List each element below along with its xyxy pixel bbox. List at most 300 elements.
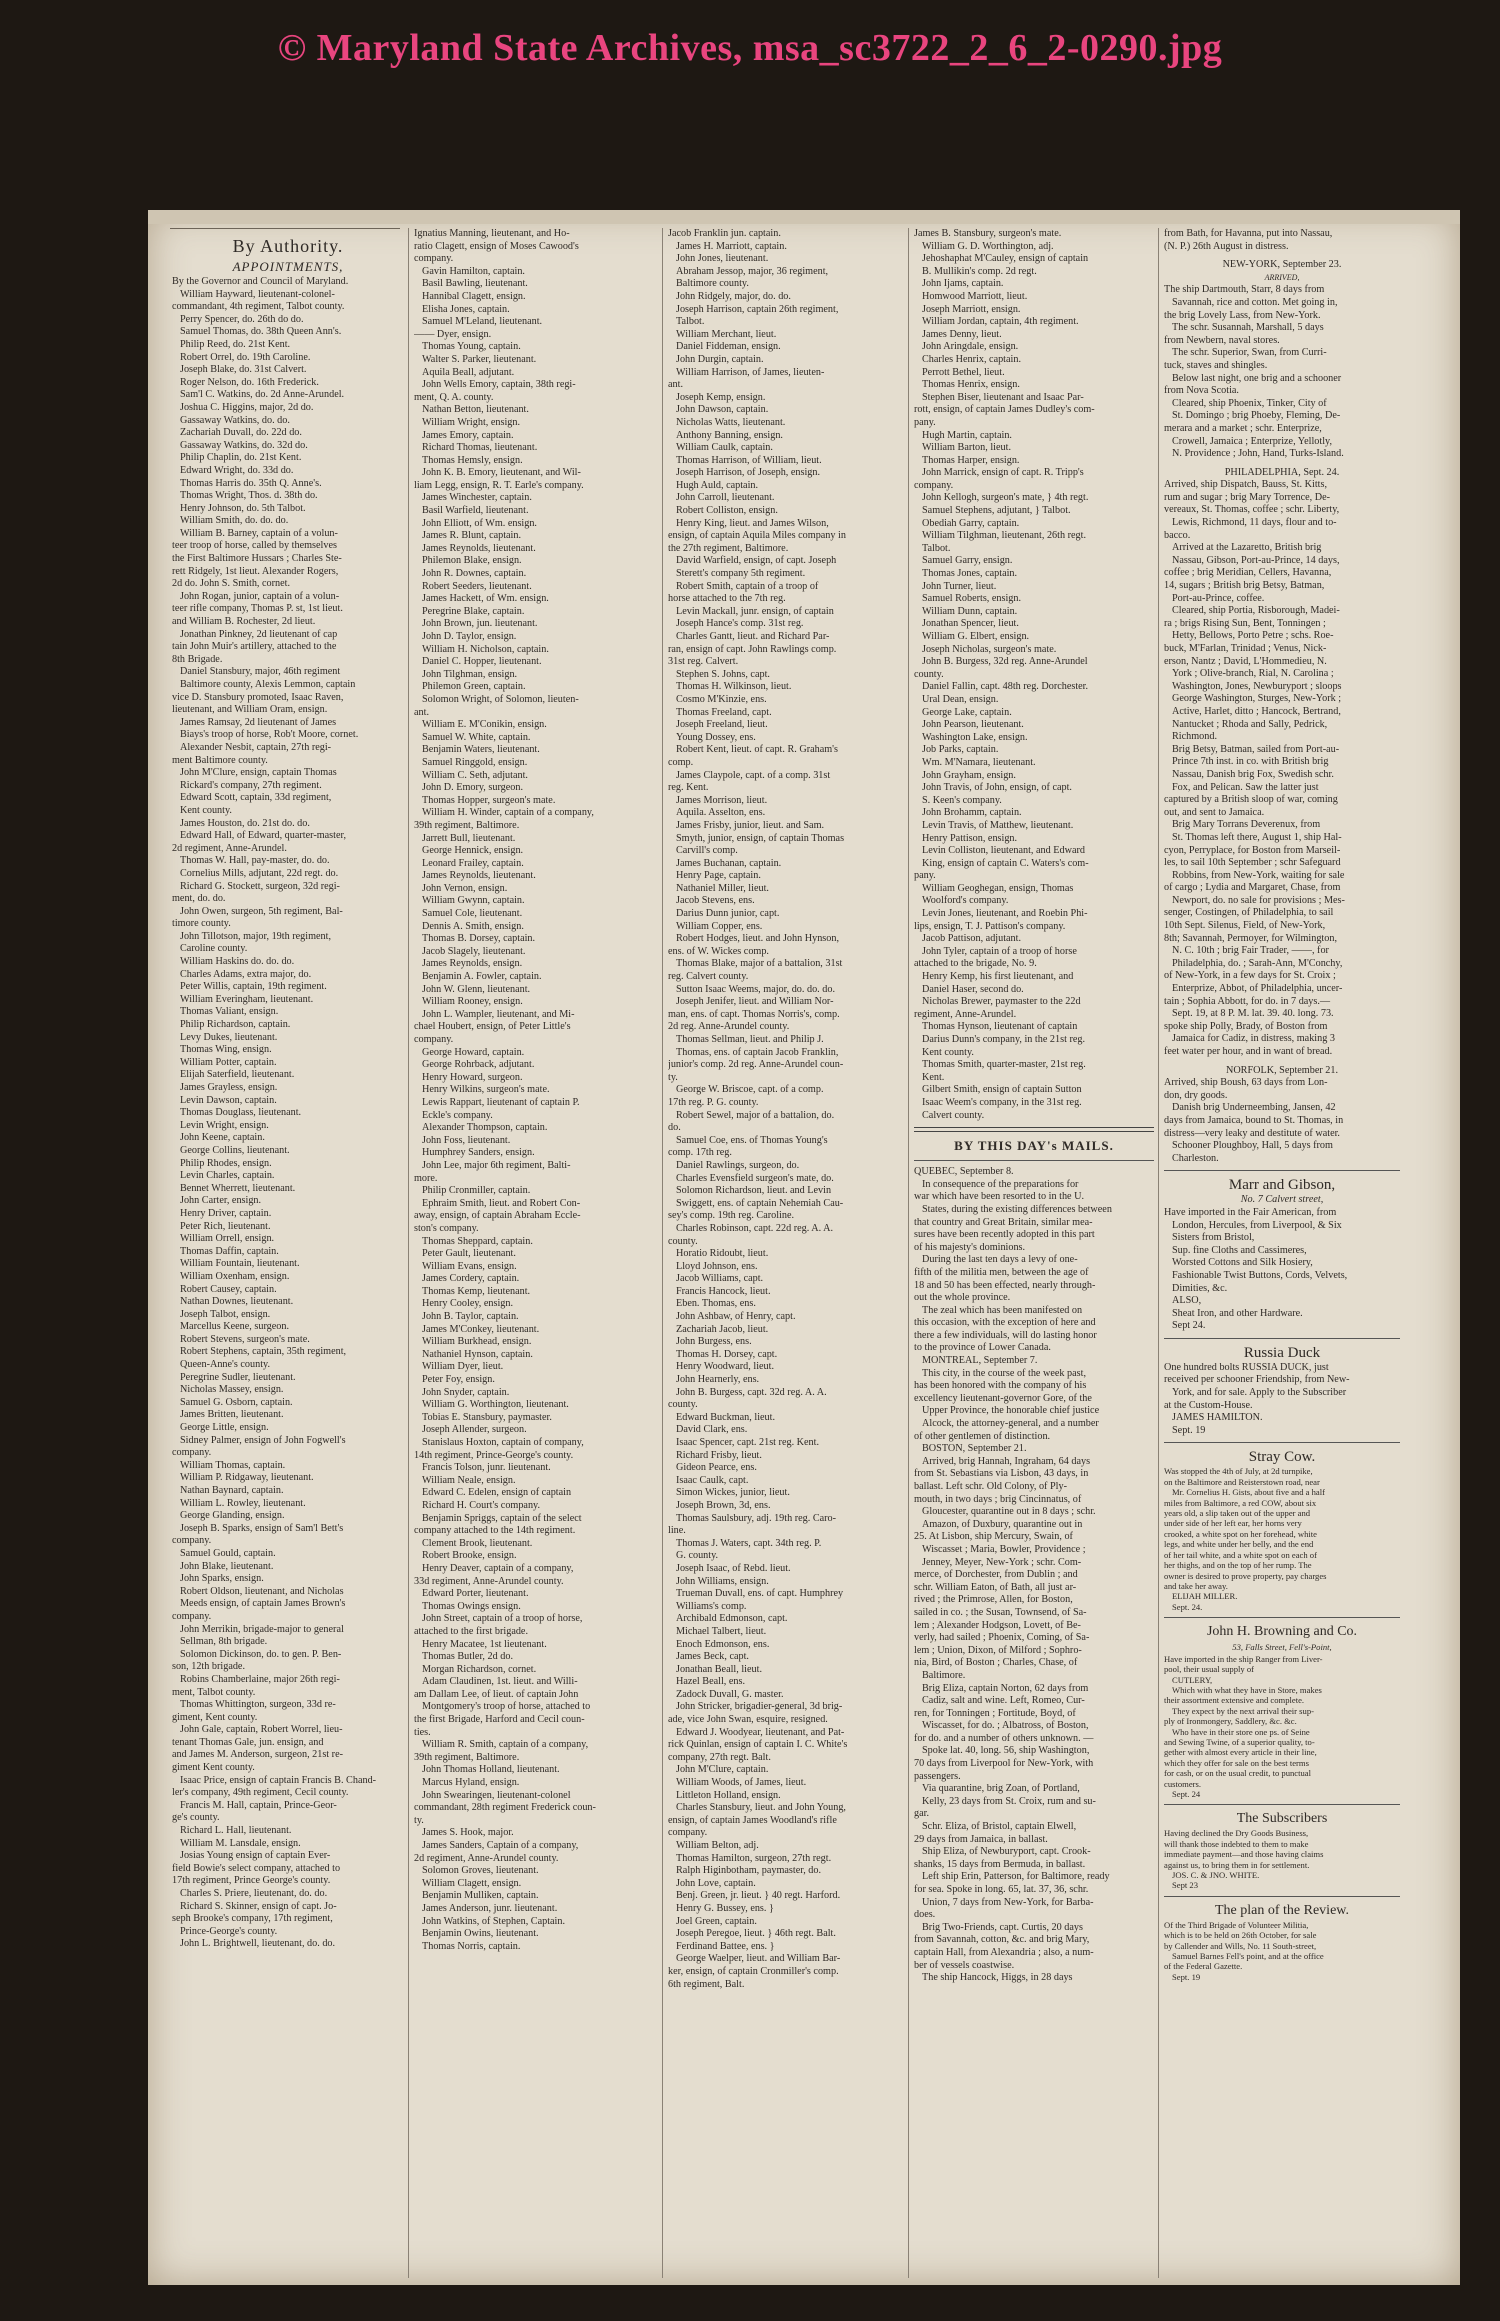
appointment-line: William Thomas, captain. <box>180 1459 286 1471</box>
appointment-line: Charles Adams, extra major, do. <box>180 968 312 980</box>
appointment-line: Gavin Hamilton, captain. <box>422 265 525 277</box>
shipping-line: Arrived at the Lazaretto, British brig <box>1172 542 1322 554</box>
appointment-line: ty. <box>668 1071 678 1083</box>
news-line: Jenney, Meyer, New-York ; schr. Com- <box>922 1556 1082 1568</box>
appointment-line: company. <box>172 1447 212 1459</box>
shipping-line: ra ; brigs Rising Sun, Bent, Tonningen ; <box>1164 617 1326 629</box>
ad-line: owner is desired to prove property, pay charges <box>1164 1570 1327 1581</box>
news-line: Upper Province, the honorable chief justice <box>922 1405 1100 1417</box>
news-line: In consequence of the preparations for <box>922 1178 1079 1190</box>
shipping-line: Brig Betsy, Batman, sailed from Port-au- <box>1172 743 1340 755</box>
appointment-line: Jacob Williams, capt. <box>676 1273 764 1285</box>
ad-line: received per schooner Friendship, from New- <box>1164 1374 1350 1386</box>
appointment-line: George Little, ensign. <box>180 1422 269 1434</box>
appointment-line: Thomas Hopper, surgeon's mate. <box>422 794 556 806</box>
appointment-line: regiment, Anne-Arundel. <box>914 1008 1017 1020</box>
appointment-line: Jacob Slagely, lieutenant. <box>422 945 526 957</box>
appointment-line: William H. Winder, captain of a company, <box>422 807 594 819</box>
appointment-line: Richard Thomas, lieutenant. <box>422 442 538 454</box>
ad-line: their assortment extensive and complete. <box>1164 1695 1305 1706</box>
ad-stray-cow-body <box>1164 1466 1400 1612</box>
appointment-line: Thomas H. Wilkinson, lieut. <box>676 681 792 693</box>
appointment-line: Henry King, lieut. and James Wilson, <box>676 517 829 529</box>
shipping-line: York ; Olive-branch, Rial, N. Carolina ; <box>1172 668 1334 680</box>
appointment-line: company. <box>172 1610 212 1622</box>
shipping-line: Crowell, Jamaica ; Enterprize, Yellotly, <box>1172 435 1333 447</box>
appointment-line: Stephen Biser, lieutenant and Isaac Par- <box>922 391 1084 403</box>
section-separator <box>914 1127 1154 1132</box>
appointment-line: John Swearingen, lieutenant-colonel <box>422 1789 571 1801</box>
appointment-line: Daniel C. Hopper, lieutenant. <box>422 656 542 668</box>
news-line: passengers. <box>914 1770 961 1782</box>
appointment-line: Thomas Whittington, surgeon, 33d re- <box>180 1699 336 1711</box>
appointment-line: ge's county. <box>172 1812 220 1824</box>
appointment-line: Richard L. Hall, lieutenant. <box>180 1825 292 1837</box>
shipping-line: les, to sail 10th September ; schr Safeguard <box>1164 857 1341 869</box>
ad-separator <box>1164 1617 1400 1618</box>
appointment-line: John Ridgely, major, do. do. <box>676 290 791 302</box>
appointment-line: William Caulk, captain. <box>676 442 773 454</box>
ad-separator <box>1164 1442 1400 1443</box>
appointment-line: S. Keen's company. <box>922 794 1002 806</box>
appointment-line: John Marrick, ensign of capt. R. Tripp's <box>922 467 1084 479</box>
appointment-line: Charles S. Priere, lieutenant, do. do. <box>180 1888 328 1899</box>
appointment-line: Levin Wright, ensign. <box>180 1119 269 1131</box>
news-line: Amazon, of Duxbury, quarantine out in <box>922 1518 1083 1530</box>
ad-line: of the Federal Gazette. <box>1164 1961 1243 1972</box>
appointment-line: attached to the brigade, No. 9. <box>914 958 1037 970</box>
appointment-line: William Fountain, lieutenant. <box>180 1258 300 1270</box>
appointment-line: ant. <box>414 706 429 718</box>
appointment-line: Nathan Baynard, captain. <box>180 1485 284 1496</box>
appointment-line: pany. <box>914 870 936 882</box>
ad-line: Sept. 19 <box>1172 1424 1206 1436</box>
appointment-line: Jarrett Bull, lieutenant. <box>422 832 516 844</box>
appointment-line: Walter S. Parker, lieutenant. <box>422 353 537 365</box>
appointment-line: King, ensign of captain C. Waters's com- <box>922 857 1089 869</box>
shipping-line: rum and sugar ; brig Mary Torrence, De- <box>1164 491 1331 503</box>
appointment-line: comp. 17th reg. <box>668 1147 732 1159</box>
appointment-line: Thomas B. Dorsey, captain. <box>422 933 536 945</box>
appointment-line: Henry G. Bussey, ens. } <box>676 1902 774 1914</box>
appointment-line: Thomas Harris do. 35th Q. Anne's. <box>180 477 322 489</box>
appointment-line: Nathan Downes, lieutenant. <box>180 1296 294 1308</box>
ad-separator <box>1164 1896 1400 1897</box>
news-line: rived ; the Primrose, Allen, for Boston, <box>914 1594 1073 1606</box>
appointment-line: Wm. M'Namara, lieutenant. <box>922 756 1036 768</box>
appointment-line: Horatio Ridoubt, lieut. <box>676 1248 769 1260</box>
appointment-line: ston's company. <box>414 1222 479 1234</box>
appointment-line: son, 12th brigade. <box>172 1661 245 1673</box>
appointment-line: ensign, of captain James Woodland's rifle <box>668 1814 837 1826</box>
appointment-line: Kent county. <box>180 804 232 816</box>
news-line: out the whole province. <box>914 1292 1011 1304</box>
shipping-line: 10th Sept. Silenus, Field, of New-York, <box>1164 920 1326 932</box>
news-line: Schr. Eliza, of Bristol, captain Elwell, <box>922 1821 1077 1833</box>
ad-line: Having declined the Dry Goods Business, <box>1164 1828 1309 1839</box>
shipping-line: Newport, do. no sale for provisions ; Mes- <box>1172 894 1345 906</box>
ad-line: JOS. C. & JNO. WHITE. <box>1172 1870 1260 1881</box>
news-line: (N. P.) 26th August in distress. <box>1164 240 1289 252</box>
ad-line: which they offer for sale on the best terms <box>1164 1757 1309 1768</box>
appointment-line: Lewis Rappart, lieutenant of captain P. <box>422 1096 580 1108</box>
news-line: 70 days from Liverpool for New-York, with <box>914 1758 1094 1770</box>
appointment-line: Charles Evensfield surgeon's mate, do. <box>676 1172 834 1184</box>
ad-marr-gibson-body <box>1164 1207 1400 1333</box>
ad-line: which is to be held on 26th October, for sale <box>1164 1930 1317 1941</box>
appointment-line: Benjamin Waters, lieutenant. <box>422 744 540 756</box>
news-line: of other gentlemen of distinction. <box>914 1430 1051 1442</box>
shipping-line: N. Providence ; John, Hand, Turks-Island. <box>1172 448 1344 460</box>
appointment-line: William Dyer, lieut. <box>422 1361 504 1373</box>
appointment-line: ens. of W. Wickes comp. <box>668 945 769 957</box>
appointment-line: Carvill's comp. <box>676 845 738 857</box>
appointment-line: Abraham Jessop, major, 36 regiment, <box>676 265 829 277</box>
ad-line: by Callender and Wills, No. 11 South-street, <box>1164 1940 1317 1951</box>
ad-separator <box>1164 1804 1400 1805</box>
news-line: Wiscasset, for do. ; Albatross, of Boston, <box>922 1720 1089 1732</box>
appointment-line: John Elliott, of Wm. ensign. <box>422 517 537 529</box>
appointment-line: Joseph Talbot, ensign. <box>180 1308 271 1320</box>
news-line: BOSTON, September 21. <box>922 1443 1027 1455</box>
appointment-line: chael Houbert, ensign, of Peter Little's <box>414 1021 571 1033</box>
appointment-line: county. <box>668 1235 698 1247</box>
news-line: Ship Eliza, of Newburyport, capt. Crook- <box>922 1846 1091 1858</box>
appointment-line: rick Quinlan, ensign of captain I. C. White's <box>668 1739 848 1751</box>
news-line: Kelly, 23 days from St. Croix, rum and su- <box>922 1795 1096 1807</box>
appointment-line: Thomas J. Waters, capt. 34th reg. P. <box>676 1537 822 1549</box>
appointment-line: George Waelper, lieut. and William Bar- <box>676 1953 841 1965</box>
appointment-line: timore county. <box>172 918 231 930</box>
ad-russia-duck-body <box>1164 1362 1400 1438</box>
appointment-line: James Grayless, ensign. <box>180 1082 278 1093</box>
appointment-line: Ferdinand Battee, ens. } <box>676 1940 775 1952</box>
news-line: from Savannah, cotton, &c. and brig Mary, <box>914 1934 1090 1946</box>
appointment-line: Trueman Duvall, ens. of capt. Humphrey <box>676 1588 844 1600</box>
shipping-line: days from Jamaica, bound to St. Thomas, in <box>1164 1114 1344 1126</box>
appointment-line: Philip Richardson, captain. <box>180 1019 291 1031</box>
ad-line: Sept. 24 <box>1172 1789 1201 1799</box>
news-line: lem ; Alexander Hodgson, Lovett, of Be- <box>914 1619 1081 1631</box>
ad-line: Fashionable Twist Buttons, Cords, Velvets, <box>1172 1269 1348 1281</box>
appointment-line: sey's comp. 19th reg. Caroline. <box>668 1210 795 1222</box>
appointment-line: William G. D. Worthington, adj. <box>922 240 1054 252</box>
appointments-list <box>172 276 404 1951</box>
ad-line: Dimities, &c. <box>1172 1282 1228 1294</box>
appointment-line: James Winchester, captain. <box>422 492 532 504</box>
appointment-line: James Buchanan, captain. <box>676 857 782 869</box>
appointment-line: William Woods, of James, lieut. <box>676 1777 807 1789</box>
shipping-line: tuck, staves and shingles. <box>1164 359 1268 371</box>
appointment-line: —— Dyer, ensign. <box>414 328 492 340</box>
appointment-line: James H. Marriott, captain. <box>676 240 787 252</box>
appointment-line: Robert Kent, lieut. of capt. R. Graham's <box>676 744 838 756</box>
appointment-line: Joseph Isaac, of Rebd. lieut. <box>676 1562 791 1574</box>
appointment-line: Thomas Daffin, captain. <box>180 1245 279 1257</box>
ad-separator <box>1164 1170 1400 1171</box>
appointment-line: William Merchant, lieut. <box>676 328 777 340</box>
appointment-line: Jonathan Beall, lieut. <box>676 1663 763 1675</box>
appointment-line: G. county. <box>676 1550 719 1562</box>
appointment-line: Joseph Hance's comp. 31st reg. <box>676 618 804 630</box>
news-line: for sea. Spoke in long. 65, lat. 37, 36, schr. <box>914 1884 1089 1895</box>
appointment-line: Biays's troop of horse, Rob't Moore, cornet. <box>180 729 359 741</box>
shipping-line: Philadelphia, do. ; Sarah-Ann, M'Conchy, <box>1172 957 1343 969</box>
news-line: of his majesty's dominions. <box>914 1241 1026 1253</box>
appointment-line: Darius Dunn junior, capt. <box>676 908 780 920</box>
ad-line: Sup. fine Cloths and Cassimeres, <box>1172 1244 1307 1256</box>
appointment-line: the First Baltimore Hussars ; Charles Ste- <box>172 553 342 565</box>
appointment-line: Kent county. <box>922 1046 974 1058</box>
appointment-line: John Watkins, of Stephen, Captain. <box>422 1915 566 1927</box>
news-line: Via quarantine, brig Zoan, of Portland, <box>922 1783 1080 1795</box>
appointment-line: Jacob Stevens, ens. <box>676 895 755 907</box>
shipping-line: N. C. 10th ; brig Fair Trader, ——, for <box>1172 945 1329 957</box>
appointment-line: Jonathan Spencer, lieut. <box>922 618 1019 630</box>
ad-line: Have imported in the Fair American, from <box>1164 1206 1337 1218</box>
shipping-line: Richmond. <box>1172 731 1217 743</box>
appointment-line: Edward J. Woodyear, lieutenant, and Pat- <box>676 1726 845 1738</box>
ad-line: Sept 24. <box>1172 1320 1206 1332</box>
appointment-line: John M'Clure, captain. <box>676 1764 769 1776</box>
appointment-line: John Jones, lieutenant. <box>676 253 769 265</box>
ad-line: legs, and white under her belly, and the end <box>1164 1539 1314 1550</box>
appointment-line: William Evans, ensign. <box>422 1260 517 1272</box>
appointment-line: Joseph Harrison, of Joseph, ensign. <box>676 467 821 479</box>
ad-stray-cow-title: Stray Cow. <box>1248 1449 1316 1466</box>
appointment-line: Isaac Spencer, capt. 21st reg. Kent. <box>676 1437 820 1448</box>
appointment-line: William Potter, captain. <box>180 1056 277 1068</box>
shipping-line: 8th; Savannah, Permoyer, for Wilmington, <box>1164 932 1338 944</box>
appointment-line: Gassaway Watkins, do. 32d do. <box>180 439 308 451</box>
appointment-line: William Copper, ens. <box>676 920 763 932</box>
appointment-line: Thomas Sellman, lieut. and Philip J. <box>676 1034 824 1045</box>
appointment-line: Perry Spencer, do. 26th do do. <box>180 313 304 325</box>
appointment-line: Cosmo M'Kinzie, ens. <box>676 693 767 705</box>
appointment-line: Henry Deaver, captain of a company, <box>422 1562 574 1574</box>
ad-line: on the Baltimore and Reisterstown road, near <box>1164 1476 1320 1487</box>
appointment-line: Sam'l C. Watkins, do. 2d Anne-Arundel. <box>180 389 345 401</box>
ad-line: Mr. Cornelius H. Gists, about five and a half <box>1172 1487 1325 1498</box>
news-line: mouth, in two days ; brig Cincinnatus, of <box>914 1493 1082 1505</box>
appointment-line: reg. Calvert county. <box>668 971 749 983</box>
appointment-line: Henry Howard, surgeon. <box>422 1071 523 1083</box>
appointment-line: John K. B. Emory, lieutenant, and Wil- <box>422 467 581 479</box>
appointment-line: John Merrikin, brigade-major to general <box>180 1623 344 1635</box>
appointment-line: Samuel Stephens, adjutant, } Talbot. <box>922 505 1071 517</box>
news-line: from Bath, for Havanna, put into Nassau, <box>1164 228 1333 239</box>
appointment-line: Thomas Jones, captain. <box>922 568 1018 580</box>
shipping-line: Sept. 19, at 8 P. M. lat. 39. 40. long. 73. <box>1172 1008 1334 1020</box>
ad-russia-duck-title: Russia Duck <box>1243 1344 1321 1361</box>
appointment-line: 39th regiment, Baltimore. <box>414 1751 520 1763</box>
appointment-line: John Tyler, captain of a troop of horse <box>922 945 1077 957</box>
news-line: 18 and 50 has been effected, nearly through- <box>914 1279 1096 1291</box>
appointment-line: Basil Bawling, lieutenant. <box>422 278 528 290</box>
ad-marr-gibson-title: Marr and Gibson, <box>1228 1177 1336 1194</box>
appointment-line: Thomas Smith, quarter-master, 21st reg. <box>922 1059 1086 1071</box>
appointment-line: Solomon Groves, lieutenant. <box>422 1865 539 1877</box>
appointment-line: William E. M'Conikin, ensign. <box>422 719 547 731</box>
ad-line: Which with what they have in Store, makes <box>1172 1684 1322 1695</box>
appointment-line: Jonathan Pinkney, 2d lieutenant of cap <box>180 628 338 640</box>
appointment-line: ensign, of captain Aquila Miles company in <box>668 530 846 542</box>
appointment-line: Edward C. Edelen, ensign of captain <box>422 1487 572 1499</box>
news-line: there a few individuals, will do lasting honor <box>914 1329 1097 1341</box>
appointment-line: Daniel Rawlings, surgeon, do. <box>676 1159 800 1171</box>
appointment-line: Joseph Blake, do. 31st Calvert. <box>180 364 307 376</box>
appointment-line: Talbot. <box>676 316 705 328</box>
appointment-line: do. <box>668 1122 681 1134</box>
appointment-line: Alexander Nesbit, captain, 27th regi- <box>180 741 332 753</box>
appointment-line: Baltimore county, Alexis Lemmon, captain <box>180 679 356 690</box>
appointment-line: William Geoghegan, ensign, Thomas <box>922 882 1074 894</box>
ad-line: miles from Baltimore, a red COW, about six <box>1164 1497 1317 1508</box>
appointment-line: Samuel Cole, lieutenant. <box>422 908 523 920</box>
appointment-line: John Kellogh, surgeon's mate, } 4th regt. <box>922 492 1089 504</box>
appointment-line: field Bowie's select company, attached to <box>172 1862 341 1874</box>
appointment-line: Aquila. Asselton, ens. <box>676 807 766 819</box>
appointment-line: John Thomas Holland, lieutenant. <box>422 1764 560 1776</box>
appointment-line: George Glanding, ensign. <box>180 1510 285 1522</box>
shipping-continued <box>1164 228 1400 253</box>
ad-browning-title: John H. Browning and Co. <box>1206 1624 1358 1640</box>
ad-line: Who have in their store one ps. of Seine <box>1172 1726 1310 1737</box>
appointment-line: Benjamin Owins, lieutenant. <box>422 1928 539 1940</box>
column-4-news <box>914 228 1154 2280</box>
appointment-line: John Snyder, captain. <box>422 1386 510 1398</box>
shipping-line: of cargo ; Lydia and Margaret, Chase, from <box>1164 882 1341 894</box>
appointment-line: Nicholas Watts, lieutenant. <box>676 416 786 428</box>
appointments-subheading: APPOINTMENTS, <box>232 259 344 274</box>
appointment-line: horse attached to the 7th reg. <box>668 593 786 605</box>
appointment-line: ment, do. do. <box>172 893 226 905</box>
appointment-line: Joseph Jenifer, lieut. and William Nor- <box>676 996 834 1008</box>
appointment-line: 8th Brigade. <box>172 653 223 665</box>
appointment-line: Joseph Harrison, captain 26th regiment, <box>676 303 839 315</box>
appointment-line: Eckle's company. <box>422 1109 493 1121</box>
appointment-line: Queen-Anne's county. <box>180 1359 271 1371</box>
appointment-line: Levin Travis, of Matthew, lieutenant. <box>922 819 1074 831</box>
ad-line: her thighs, and on the top of her rump. The <box>1164 1560 1312 1571</box>
appointment-line: and William B. Rochester, 2d lieut. <box>172 616 316 628</box>
appointment-line: company. <box>668 1827 708 1839</box>
appointment-line: John Carter, ensign. <box>180 1195 262 1207</box>
news-line: 25. At Lisbon, ship Mercury, Swain, of <box>914 1531 1073 1543</box>
appointment-line: Prince-George's county. <box>180 1925 278 1937</box>
appointments-list <box>414 228 658 1953</box>
appointment-line: Charles Stansbury, lieut. and John Young, <box>676 1802 846 1814</box>
appointment-line: John Williams, ensign. <box>676 1575 769 1587</box>
shipping-line: George Washington, Sturges, New-York ; <box>1172 693 1342 705</box>
appointment-line: William Gwynn, captain. <box>422 895 525 907</box>
appointment-line: Williams's comp. <box>676 1600 747 1612</box>
appointment-line: William M. Lansdale, ensign. <box>180 1837 301 1849</box>
appointment-line: John Rogan, junior, captain of a volun- <box>180 590 340 602</box>
appointment-line: John Tilghman, ensign. <box>422 668 518 680</box>
ad-subscribers-body <box>1164 1828 1400 1890</box>
appointment-line: Richard Frisby, lieut. <box>676 1449 762 1461</box>
ad-line: immediate payment—and those having claims <box>1164 1849 1324 1860</box>
appointment-line: Joseph B. Sparks, ensign of Sam'l Bett's <box>180 1522 344 1534</box>
appointment-line: William Everingham, lieutenant. <box>180 993 314 1005</box>
news-line: Spoke lat. 40, long. 56, ship Washington, <box>922 1745 1090 1757</box>
column-3-appointments <box>668 228 904 2280</box>
philadelphia-heading: PHILADELPHIA, Sept. 24. <box>1224 466 1340 478</box>
shipping-line: Arrived, ship Dispatch, Bauss, St. Kitts, <box>1164 479 1327 491</box>
appointment-line: William Burkhead, ensign. <box>422 1336 532 1348</box>
appointment-line: John Durgin, captain. <box>676 353 764 365</box>
appointment-line: William Haskins do. do. do. <box>180 956 295 968</box>
appointment-line: Isaac Weem's company, in the 31st reg. <box>922 1096 1082 1108</box>
ad-line: Sept. 19 <box>1172 1971 1201 1982</box>
appointment-line: John Tillotson, major, 19th regiment, <box>180 930 331 942</box>
appointment-line: Zadock Duvall, G. master. <box>676 1688 784 1700</box>
appointment-line: the 27th regiment, Baltimore. <box>668 542 789 554</box>
ad-line: gether with almost every article in their line, <box>1164 1747 1317 1758</box>
appointment-line: Gassaway Watkins, do. do. <box>180 414 290 426</box>
appointment-line: 2d regiment, Anne-Arundel. <box>172 842 287 854</box>
shipping-line: don, dry goods. <box>1164 1089 1228 1101</box>
news-line: shanks, 15 days from Bermuda, in ballast. <box>914 1858 1086 1870</box>
appointment-line: Samuel Garry, ensign. <box>922 555 1013 567</box>
ad-line: JAMES HAMILTON. <box>1172 1412 1263 1424</box>
appointment-line: pany. <box>914 416 936 428</box>
appointment-line: Ignatius Manning, lieutenant, and Ho- <box>414 228 570 239</box>
ad-line: Was stopped the 4th of July, at 2d turnpike, <box>1164 1466 1313 1477</box>
news-line: fifth of the militia men, between the age of <box>914 1266 1089 1278</box>
ad-line: and Sewing Twine, of a superior quality, to- <box>1164 1736 1315 1747</box>
appointment-line: Talbot. <box>922 542 951 554</box>
appointment-line: William B. Barney, captain of a volun- <box>180 527 338 539</box>
news-line: captain Hall, from Alexandria ; also, a num- <box>914 1946 1094 1958</box>
appointment-line: Solomon Richardson, lieut. and Levin <box>676 1185 832 1197</box>
appointment-line: George W. Briscoe, capt. of a comp. <box>676 1084 824 1096</box>
appointment-line: William Tilghman, lieutenant, 26th regt. <box>922 530 1086 542</box>
appointment-line: Hugh Auld, captain. <box>676 479 759 491</box>
shipping-line: The ship Dartmouth, Starr, 8 days from <box>1164 284 1325 296</box>
appointment-line: Joseph Kemp, ensign. <box>676 391 766 403</box>
news-line: Union, 7 days from New-York, for Barba- <box>922 1896 1094 1908</box>
appointment-line: Jacob Franklin jun. captain. <box>668 228 781 239</box>
ad-marr-gibson-address: No. 7 Calvert street, <box>1240 1194 1324 1206</box>
appointment-line: county. <box>668 1399 698 1411</box>
ad-separator <box>1164 1338 1400 1339</box>
appointment-line: John Ijams, captain. <box>922 278 1004 290</box>
appointment-line: Thomas, ens. of captain Jacob Franklin, <box>676 1046 839 1058</box>
news-line: ren, for Tonningen ; Fortitude, Boyd, of <box>914 1707 1076 1719</box>
appointment-line: ler's company, 49th regiment, Cecil county. <box>172 1787 349 1799</box>
appointment-line: James Frisby, junior, lieut. and Sam. <box>676 819 825 831</box>
appointment-line: Jacob Pattison, adjutant. <box>922 933 1022 945</box>
appointment-line: Peregrine Sudler, lieutenant. <box>180 1371 296 1383</box>
appointment-line: Young Dossey, ens. <box>676 731 756 743</box>
appointment-line: Josias Young ensign of captain Ever- <box>180 1850 331 1862</box>
shipping-line: Below last night, one brig and a schooner <box>1172 372 1342 384</box>
ad-line: Sheat Iron, and other Hardware. <box>1172 1307 1303 1319</box>
appointment-line: James Beck, capt. <box>676 1651 749 1663</box>
appointment-line: John Grayham, ensign. <box>922 769 1016 781</box>
news-line: this occasion, with the exception of here and <box>914 1317 1096 1329</box>
appointment-line: man, ens. of capt. Thomas Norris's, comp. <box>668 1008 840 1020</box>
appointment-line: Philip Reed, do. 21st Kent. <box>180 338 291 350</box>
appointment-line: Charles Robinson, capt. 22d reg. A. A. <box>676 1222 834 1234</box>
appointment-line: Levin Mackall, junr. ensign, of captain <box>676 605 834 617</box>
appointment-line: William Oxenham, ensign. <box>180 1270 290 1282</box>
appointment-line: John Blake, lieutenant. <box>180 1560 274 1572</box>
shipping-line: Washington, Jones, Newburyport ; sloops <box>1172 680 1342 692</box>
appointment-line: William R. Smith, captain of a company, <box>422 1739 589 1751</box>
